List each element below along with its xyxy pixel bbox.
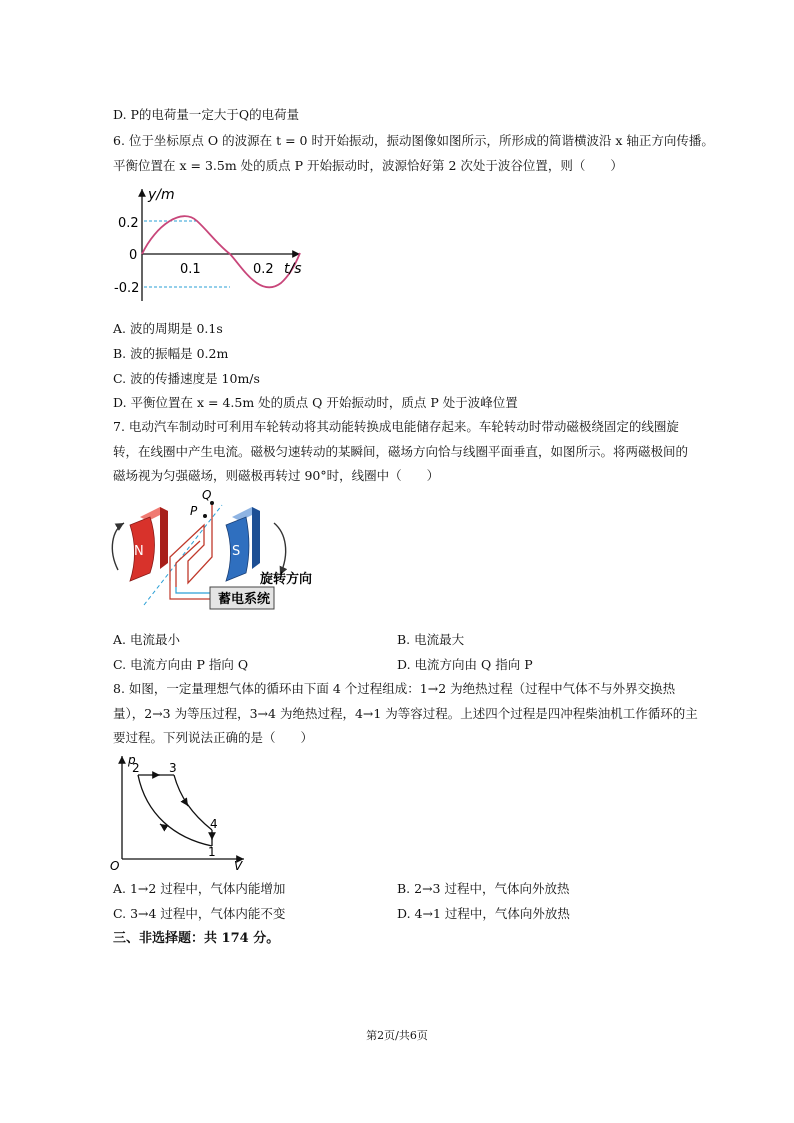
q6-stem-line2: 平衡位置在 x = 3.5m 处的质点 P 开始振动时，波源恰好第 2 次处于波谷位置，则（ ） <box>113 158 623 173</box>
q8-stem-line2: 量），2→3 为等压过程，3→4 为绝热过程，4→1 为等容过程。上述四个过程是四冲程柴油机工作循环的主 <box>113 706 698 721</box>
q8-option-a: A. 1→2 过程中，气体内能增加 <box>113 881 286 896</box>
wave-figure <box>110 183 310 308</box>
pv-point-4: 4 <box>210 817 218 831</box>
q7-option-c: C. 电流方向由 P 指向 Q <box>113 657 249 672</box>
s-magnet-label: S <box>232 544 241 559</box>
page-footer: 第2页/共6页 <box>366 1029 428 1042</box>
label-p: P <box>190 504 198 518</box>
wave-y-bottom-label: -0.2 <box>114 281 140 296</box>
q6-stem-line1: 6. 位于坐标原点 O 的波源在 t = 0 时开始振动，振动图像如图所示，所形成的简谐横波沿 x 轴正方向传播。 <box>113 133 714 148</box>
q6-option-c: C. 波的传播速度是 10m/s <box>113 371 260 386</box>
wave-y-label: y/m <box>148 187 175 203</box>
q8-stem-line3: 要过程。下列说法正确的是（ ） <box>113 730 314 745</box>
rotation-direction-label: 旋转方向 <box>260 572 313 587</box>
q7-option-d: D. 电流方向由 Q 指向 P <box>397 657 533 672</box>
q6-option-d: D. 平衡位置在 x = 4.5m 处的质点 Q 开始振动时，质点 P 处于波峰位置 <box>113 395 518 410</box>
label-q: Q <box>202 488 212 502</box>
rotation-arrow-left <box>112 523 124 570</box>
q8-option-c: C. 3→4 过程中，气体内能不变 <box>113 906 286 921</box>
q6-option-a: A. 波的周期是 0.1s <box>113 321 223 336</box>
arrow-1-2 <box>160 824 166 828</box>
q7-stem-line3: 磁场视为匀强磁场，则磁极再转过 90°时，线圈中（ ） <box>113 468 440 483</box>
rotation-arrow-right <box>274 523 286 575</box>
wave-x-label: t/s <box>284 261 302 277</box>
pv-figure <box>108 752 253 872</box>
pv-p-label: p <box>128 753 136 767</box>
q5-option-d: D. P的电荷量一定大于Q的电荷量 <box>113 107 300 122</box>
generator-figure <box>104 485 324 625</box>
n-magnet-label: N <box>134 544 144 559</box>
wave-x-tick-1: 0.1 <box>180 262 201 277</box>
q8-option-d: D. 4→1 过程中，气体向外放热 <box>397 906 570 921</box>
q7-stem-line2: 转，在线圈中产生电流。磁极匀速转动的某瞬间，磁场方向恰与线圈平面垂直，如图所示。将两磁极间的 <box>113 444 689 459</box>
section-3-heading: 三、非选择题：共 174 分。 <box>113 931 280 946</box>
wave-y-zero-label: 0 <box>129 248 138 263</box>
q8-option-b: B. 2→3 过程中，气体向外放热 <box>397 881 570 896</box>
q7-stem-line1: 7. 电动汽车制动时可利用车轮转动将其动能转换成电能储存起来。车轮转动时带动磁极绕固定的线圈旋 <box>113 419 679 434</box>
wave-curve <box>142 216 300 287</box>
pv-point-3: 3 <box>169 761 177 775</box>
pv-v-label: V <box>234 859 243 873</box>
q7-option-a: A. 电流最小 <box>113 632 180 647</box>
process-3-4 <box>174 775 212 830</box>
pv-origin-label: O <box>110 859 120 873</box>
q8-stem-line1: 8. 如图，一定量理想气体的循环由下面 4 个过程组成：1→2 为绝热过程（过程中气体不与外界交换热 <box>113 681 676 696</box>
storage-label: 蓄电系统 <box>218 592 271 607</box>
q7-option-b: B. 电流最大 <box>397 632 465 647</box>
process-1-2 <box>138 775 212 846</box>
q6-option-b: B. 波的振幅是 0.2m <box>113 346 229 361</box>
pv-point-2: 2 <box>132 761 140 775</box>
wave-y-top-label: 0.2 <box>118 216 139 231</box>
point-p <box>203 514 207 518</box>
n-magnet <box>130 507 168 581</box>
s-magnet <box>226 507 260 581</box>
wave-x-tick-2: 0.2 <box>253 262 274 277</box>
pv-point-1: 1 <box>208 845 216 859</box>
lead-wire-blue <box>176 587 210 593</box>
